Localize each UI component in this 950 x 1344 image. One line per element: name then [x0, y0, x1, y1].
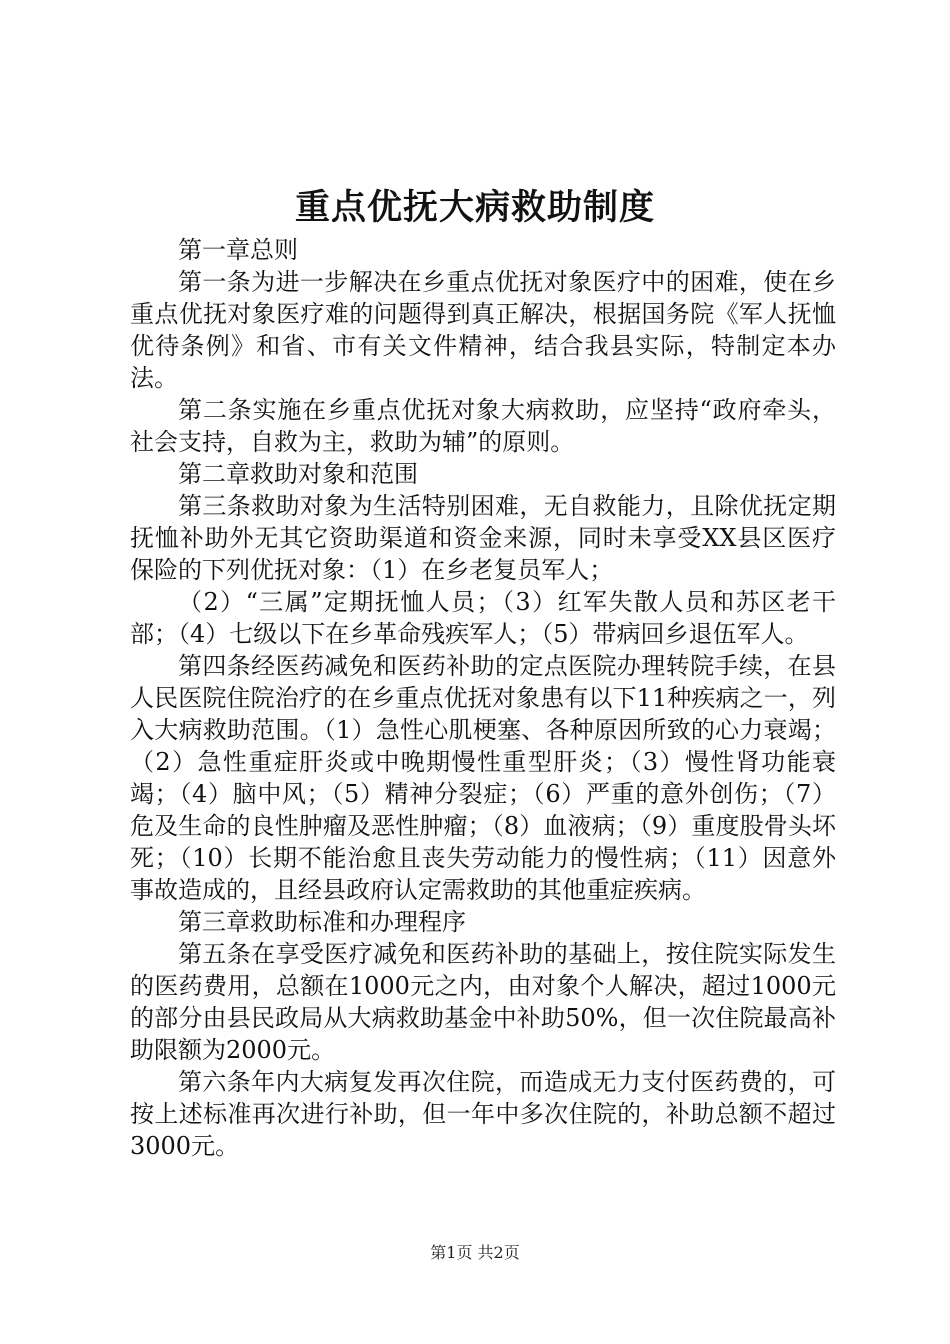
chapter-heading: 第三章救助标准和办理程序: [178, 908, 466, 936]
article-paragraph: 第二条实施在乡重点优抚对象大病救助，应坚持“政府牵头，社会支持，自救为主，救助为辅”的原则。: [130, 396, 836, 456]
article-paragraph: 第六条年内大病复发再次住院，而造成无力支付医药费的，可按上述标准再次进行补助，但一年中多次住院的，补助总额不超过3000元。: [130, 1068, 836, 1160]
document-body: [130, 234, 836, 1162]
article-paragraph: 第五条在享受医疗减免和医药补助的基础上，按住院实际发生的医药费用，总额在1000元之内，由对象个人解决，超过1000元的部分由县民政局从大病救助基金中补助50%，但一次住院最高补助限额为2000元。: [130, 940, 836, 1064]
document-title: 重点优抚大病救助制度: [294, 188, 655, 228]
chapter-heading: 第一章总则: [178, 236, 298, 264]
article-paragraph: 第四条经医药减免和医药补助的定点医院办理转院手续，在县人民医院住院治疗的在乡重点优抚对象患有以下11种疾病之一，列入大病救助范围。（1）急性心肌梗塞、各种原因所致的心力衰竭；（2）急性重症肝炎或中晚期慢性重型肝炎；（3）慢性肾功能衰竭；（4）脑中风；（5）精神分裂症；（6）严重的意外创伤；（7）危及生命的良性肿瘤及恶性肿瘤；（8）血液病；（9）重度股骨头坏死；（10）长期不能治愈且丧失劳动能力的慢性病；（11）因意外事故造成的，且经县政府认定需救助的其他重症疾病。: [130, 652, 836, 904]
article-paragraph: （2）“三属”定期抚恤人员；（3）红军失散人员和苏区老干部；（4）七级以下在乡革命残疾军人；（5）带病回乡退伍军人。: [130, 588, 836, 648]
article-paragraph: 第三条救助对象为生活特别困难，无自救能力，且除优抚定期抚恤补助外无其它资助渠道和资金来源，同时未享受XX县区医疗保险的下列优抚对象：（1）在乡老复员军人；: [130, 492, 836, 584]
chapter-heading: 第二章救助对象和范围: [178, 460, 418, 488]
page-footer: 第1页 共2页: [430, 1243, 520, 1262]
article-paragraph: 第一条为进一步解决在乡重点优抚对象医疗中的困难，使在乡重点优抚对象医疗难的问题得到真正解决，根据国务院《军人抚恤优待条例》和省、市有关文件精神，结合我县实际，特制定本办法。: [130, 268, 836, 392]
